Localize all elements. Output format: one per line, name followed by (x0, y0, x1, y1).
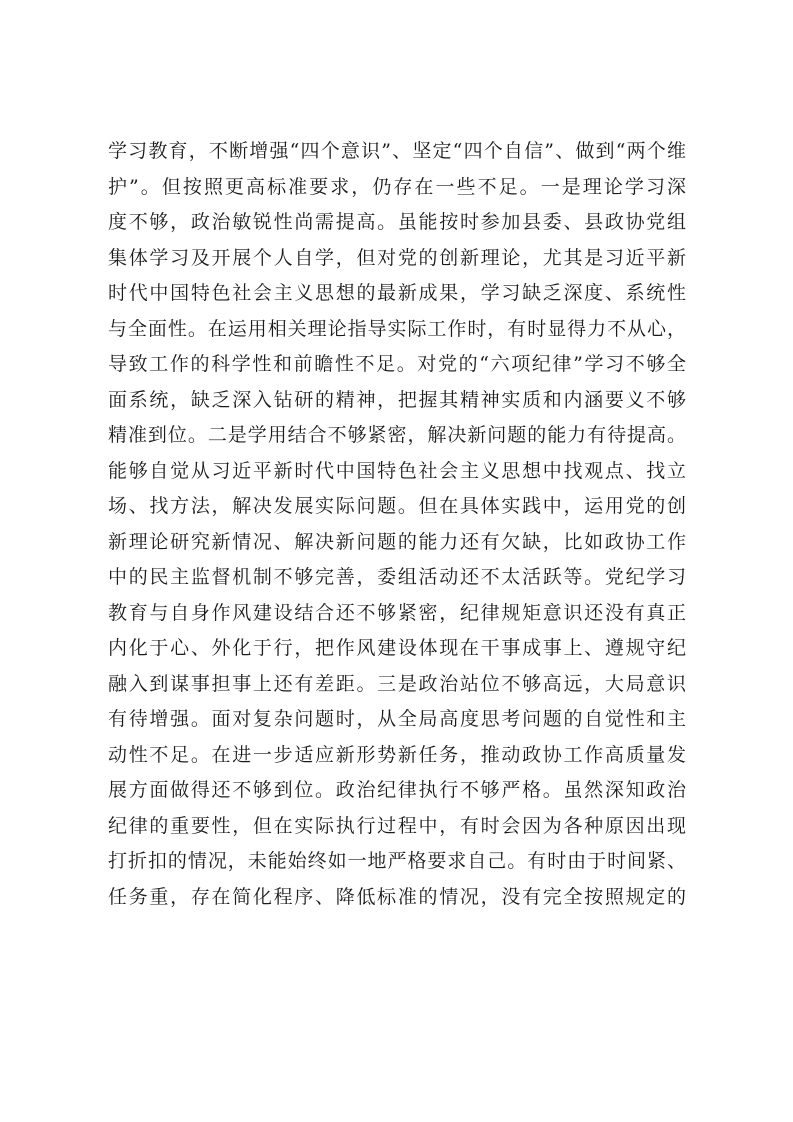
text-line-6: 与全面性。在运用相关理论指导实际工作时，有时显得力不从心， (108, 317, 686, 340)
text-line-9: 精准到位。二是学用结合不够紧密，解决新问题的能力有待提高。 (108, 424, 686, 446)
text-line-12: 新理论研究新情况、解决新问题的能力还有欠缺，比如政协工作 (108, 530, 686, 553)
text-line-11: 场、找方法，解决发展实际问题。但在具体实践中，运用党的创 (108, 495, 686, 517)
text-line-21: 打折扣的情况，未能始终如一地严格要求自己。有时由于时间紧、 (108, 850, 686, 872)
text-line-13: 中的民主监督机制不够完善，委组活动还不太活跃等。党纪学习 (108, 566, 686, 588)
text-line-20: 纪律的重要性，但在实际执行过程中，有时会因为各种原因出现 (108, 814, 686, 837)
text-line-17: 有待增强。面对复杂问题时，从全局高度思考问题的自觉性和主 (108, 708, 686, 730)
text-line-16: 融入到谋事担事上还有差距。三是政治站位不够高远，大局意识 (108, 672, 686, 695)
text-line-14: 教育与自身作风建设结合还不够紧密，纪律规矩意识还没有真正 (108, 601, 686, 624)
text-line-8: 面系统，缺乏深入钻研的精神，把握其精神实质和内涵要义不够 (108, 388, 686, 411)
text-line-10: 能够自觉从习近平新时代中国特色社会主义思想中找观点、找立 (108, 459, 686, 482)
text-line-5: 时代中国特色社会主义思想的最新成果，学习缺乏深度、系统性 (108, 282, 686, 304)
text-line-3: 度不够，政治敏锐性尚需提高。虽能按时参加县委、县政协党组 (108, 211, 686, 233)
body-text (108, 134, 686, 915)
text-line-19: 展方面做得还不够到位。政治纪律执行不够严格。虽然深知政治 (108, 779, 686, 801)
text-line-4: 集体学习及开展个人自学，但对党的创新理论，尤其是习近平新 (108, 246, 686, 269)
text-line-18: 动性不足。在进一步适应新形势新任务，推动政协工作高质量发 (108, 743, 686, 766)
text-line-7: 导致工作的科学性和前瞻性不足。对党的“六项纪律”学习不够全 (108, 353, 686, 375)
text-line-22: 任务重，存在简化程序、降低标准的情况，没有完全按照规定的 (108, 885, 686, 908)
text-line-1: 学习教育，不断增强“四个意识”、坚定“四个自信”、做到“两个维 (108, 140, 686, 162)
text-line-15: 内化于心、外化于行，把作风建设体现在干事成事上、遵规守纪 (108, 637, 686, 659)
text-line-2: 护”。但按照更高标准要求，仍存在一些不足。一是理论学习深 (108, 175, 686, 198)
